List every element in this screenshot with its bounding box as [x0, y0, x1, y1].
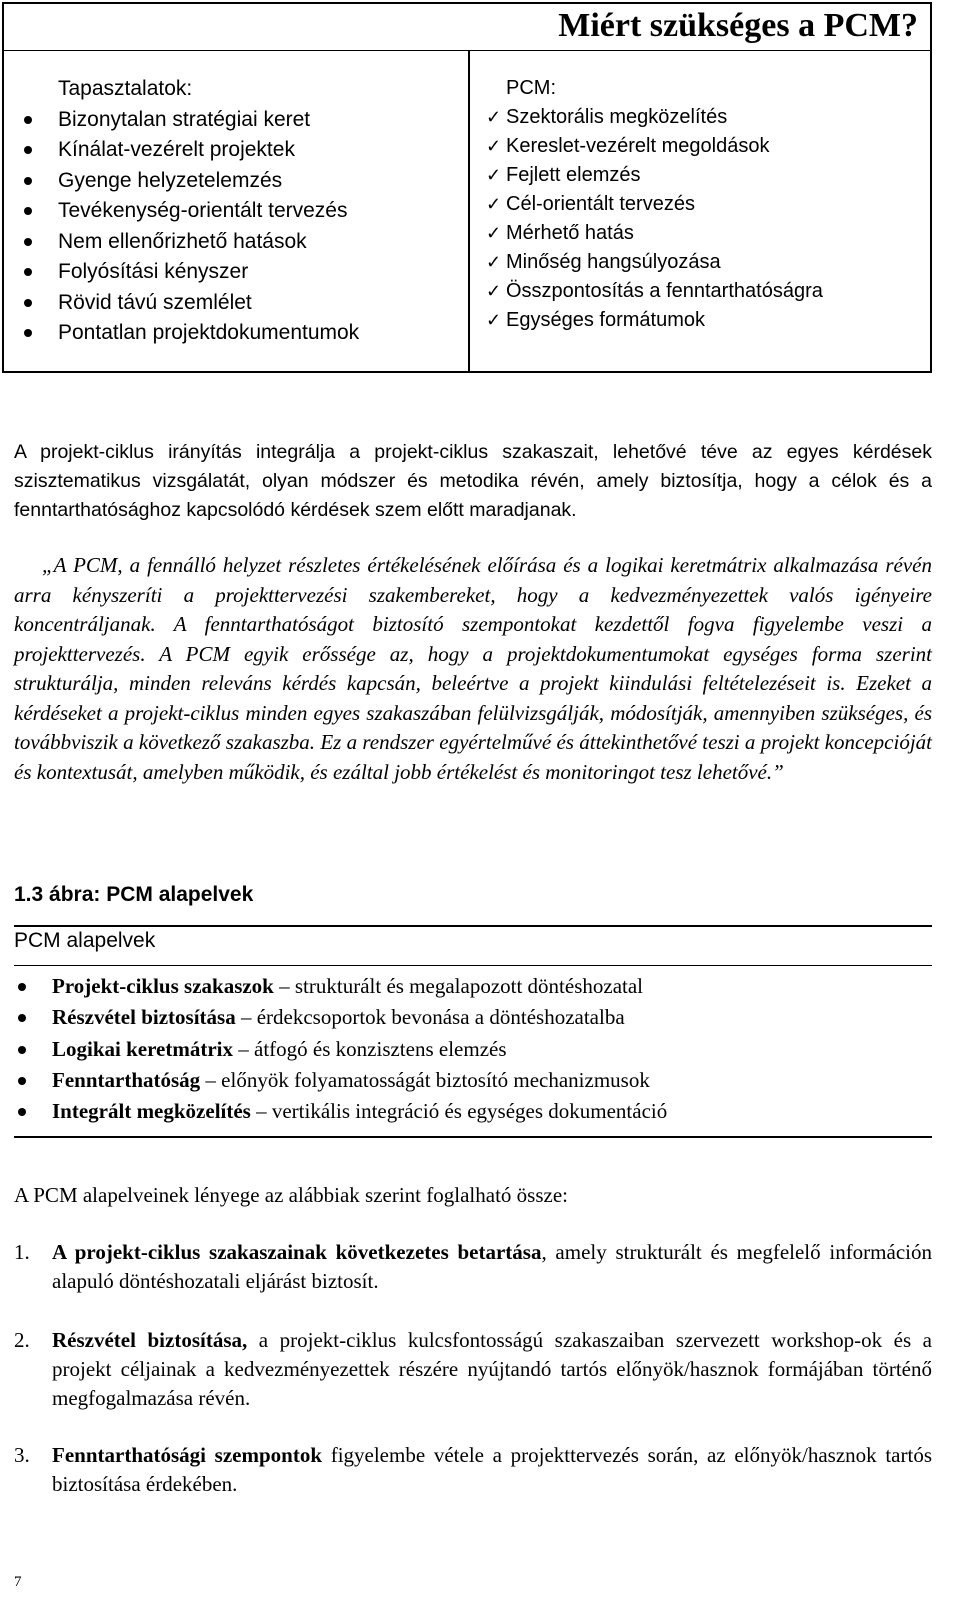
summary-intro: A PCM alapelveinek lényege az alábbiak szerint foglalható össze:	[14, 1183, 568, 1207]
list-item: ✓ Minőség hangsúlyozása	[486, 248, 926, 277]
checkmark-icon: ✓	[486, 136, 502, 156]
list-item: ✓ Mérhető hatás	[486, 219, 926, 248]
principles-heading: PCM alapelvek	[14, 929, 156, 952]
list-item: Tevékenység-orientált tervezés	[20, 196, 460, 227]
checkmark-icon: ✓	[486, 107, 502, 127]
list-item: Integrált megközelítés – vertikális integráció és egységes dokumentáció	[14, 1096, 667, 1127]
checkmark-icon: ✓	[486, 281, 502, 301]
list-item: Részvétel biztosítása – érdekcsoportok bevonása a döntéshozatalba	[14, 1002, 667, 1033]
pcm-column	[486, 74, 926, 335]
box-title: Miért szükséges a PCM?	[558, 7, 918, 44]
bullet-icon	[24, 116, 32, 124]
intro-paragraph: A projekt-ciklus irányítás integrálja a projekt-ciklus szakaszait, lehetővé téve az egyes kérdések szisztematikus vizsgálatát, olyan módszer és metodika révén, amely biztosítja, hogy a célok és a fenntarthatósághoz kapcsolódó kérdések szem előtt maradjanak.	[14, 441, 932, 521]
list-item: Kínálat-vezérelt projektek	[20, 135, 460, 166]
quote-paragraph: „A PCM, a fennálló helyzet részletes értékelésének előírása és a logikai keretmátrix alkalmazása révén arra kényszeríti a projekttervezési szakembereket, hogy a kedvezményezettek valós igényeire koncentráljanak. A fenntarthatóságot biztosító szempontokat kezdettől fogva figyelembe veszi a projekttervezés. A PCM egyik erőssége az, hogy a projektdokumentumokat egységes forma szerint strukturálja, minden releváns kérdés kapcsán, beleértve a projekt kiindulási feltételezéseit is. Ezeket a kérdéseket a projekt-ciklus minden egyes szakaszában felülvizsgálják, módosítják, amennyiben szükséges, és továbbviszik a következő szakaszba. Ez a rendszer egyértelművé és áttekinthetővé teszi a projekt koncepcióját és kontextusát, amelyben működik, és ezáltal jobb értékelést és monitoringot tesz lehetővé.”	[14, 553, 932, 784]
pcm-list	[486, 103, 926, 335]
numbered-item: 1. A projekt-ciklus szakaszainak következetes betartása, amely strukturált és megfelelő információn alapuló döntéshozatali eljárást biztosít.	[14, 1240, 932, 1293]
list-item: ✓ Kereslet-vezérelt megoldások	[486, 132, 926, 161]
checkmark-icon: ✓	[486, 223, 502, 243]
bullet-icon	[24, 238, 32, 246]
list-item: ✓ Egységes formátumok	[486, 306, 926, 335]
list-item: ✓ Összpontosítás a fenntarthatóságra	[486, 277, 926, 306]
bullet-icon	[18, 1108, 26, 1116]
bullet-icon	[24, 268, 32, 276]
bullet-icon	[18, 1077, 26, 1085]
list-item: Pontatlan projektdokumentumok	[20, 318, 460, 349]
list-item: Projekt-ciklus szakaszok – strukturált és megalapozott döntéshozatal	[14, 971, 667, 1002]
bullet-icon	[24, 177, 32, 185]
page-number: 7	[14, 1574, 22, 1590]
principles-box	[14, 925, 932, 1138]
list-item: Logikai keretmátrix – átfogó és konzisztens elemzés	[14, 1034, 667, 1065]
bullet-icon	[24, 299, 32, 307]
bullet-icon	[24, 329, 32, 337]
principles-list	[14, 971, 667, 1127]
checkmark-icon: ✓	[486, 310, 502, 330]
checkmark-icon: ✓	[486, 194, 502, 214]
pcm-heading: PCM:	[506, 77, 556, 99]
checkmark-icon: ✓	[486, 165, 502, 185]
checkmark-icon: ✓	[486, 252, 502, 272]
numbered-item: 3. Fenntarthatósági szempontok figyelembe vétele a projekttervezés során, az előnyök/hasznok tartós biztosítása érdekében.	[14, 1443, 932, 1496]
why-pcm-box	[2, 2, 932, 373]
numbered-item: 2. Részvétel biztosítása, a projekt-ciklus kulcsfontosságú szakaszaiban szervezett workshop-ok és a projekt céljainak a kedvezményezettek részére nyújtandó tartós előnyök/hasznok formájában történő megfogalmazása révén.	[14, 1328, 933, 1410]
experiences-column	[20, 74, 460, 349]
figure-title: 1.3 ábra: PCM alapelvek	[14, 883, 254, 906]
list-item: Gyenge helyzetelemzés	[20, 166, 460, 197]
bullet-icon	[18, 983, 26, 991]
list-item: Folyósítási kényszer	[20, 257, 460, 288]
list-item: ✓ Szektorális megközelítés	[486, 103, 926, 132]
list-item: Rövid távú szemlélet	[20, 288, 460, 319]
bullet-icon	[24, 207, 32, 215]
list-item: Fenntarthatóság – előnyök folyamatosságát biztosító mechanizmusok	[14, 1065, 667, 1096]
list-item: Bizonytalan stratégiai keret	[20, 105, 460, 136]
list-item: ✓ Cél-orientált tervezés	[486, 190, 926, 219]
bullet-icon	[18, 1046, 26, 1054]
divider	[14, 965, 932, 966]
box-divider-horizontal	[4, 50, 930, 51]
experiences-list	[20, 105, 460, 349]
list-item: Nem ellenőrizhető hatások	[20, 227, 460, 258]
bullet-icon	[24, 146, 32, 154]
bullet-icon	[18, 1014, 26, 1022]
list-item: ✓ Fejlett elemzés	[486, 161, 926, 190]
box-divider-vertical	[468, 50, 470, 371]
experiences-heading: Tapasztalatok:	[58, 77, 193, 100]
